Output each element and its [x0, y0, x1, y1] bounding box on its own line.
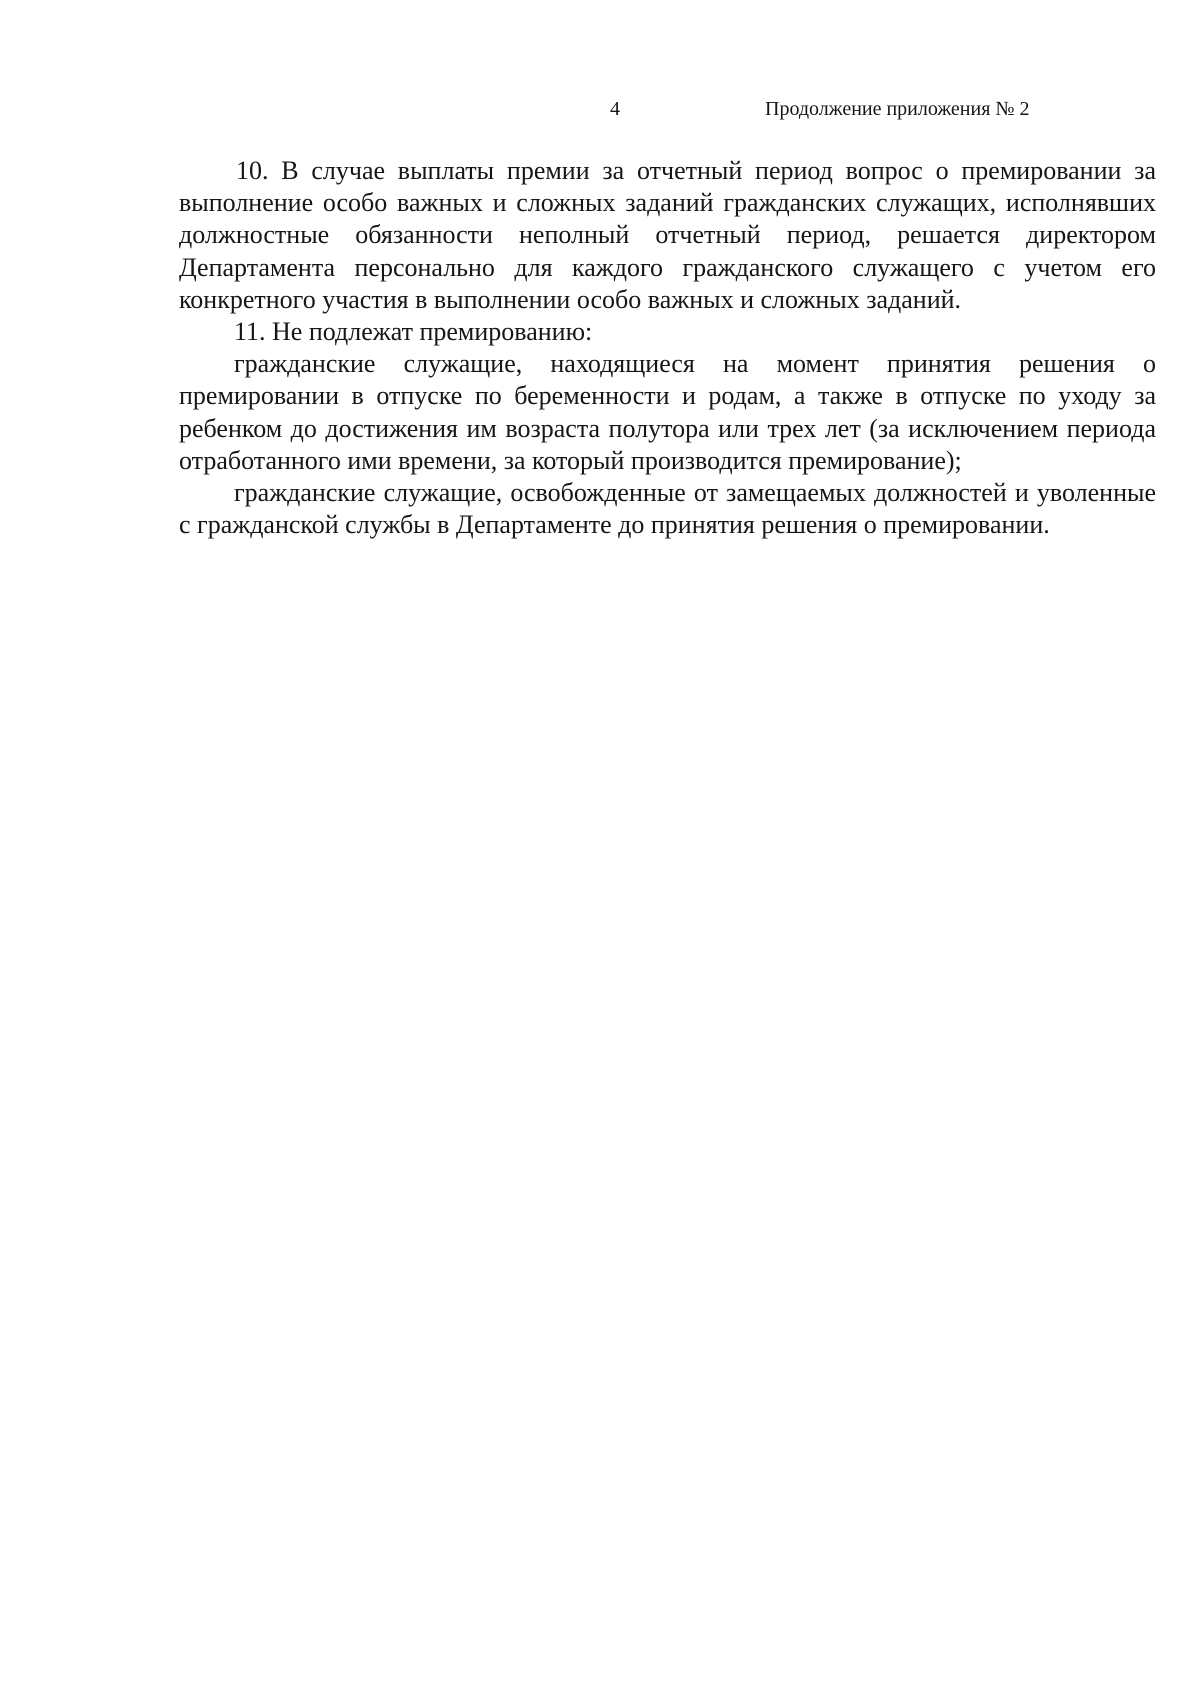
document-body [179, 155, 1156, 541]
appendix-continuation-note: Продолжение приложения № 2 [765, 98, 1030, 120]
paragraph-exclusion-leave: гражданские служащие, находящиеся на момент принятия решения о премировании в отпуске по беременности и родам, а также в отпуске по уходу за ребенком до достижения им возраста полутора или трех лет (за исключением периода отработанного ими времени, за который производится премирование); [179, 349, 1156, 475]
paragraph-item-10: 10. В случае выплаты премии за отчетный период вопрос о премировании за выполнение особо важных и сложных заданий гражданских служащих, исполнявших должностные обязанности неполный отчетный период, решается директором Департамента персонально для каждого гражданского служащего с учетом его конкретного участия в выполнении особо важных и сложных заданий. [179, 156, 1156, 314]
paragraph-item-11: 11. Не подлежат премированию: [234, 317, 593, 347]
paragraph-exclusion-dismissed: гражданские служащие, освобожденные от замещаемых должностей и уволенные с гражданской службы в Департаменте до принятия решения о премировании. [179, 478, 1156, 540]
page-number: 4 [610, 98, 620, 120]
